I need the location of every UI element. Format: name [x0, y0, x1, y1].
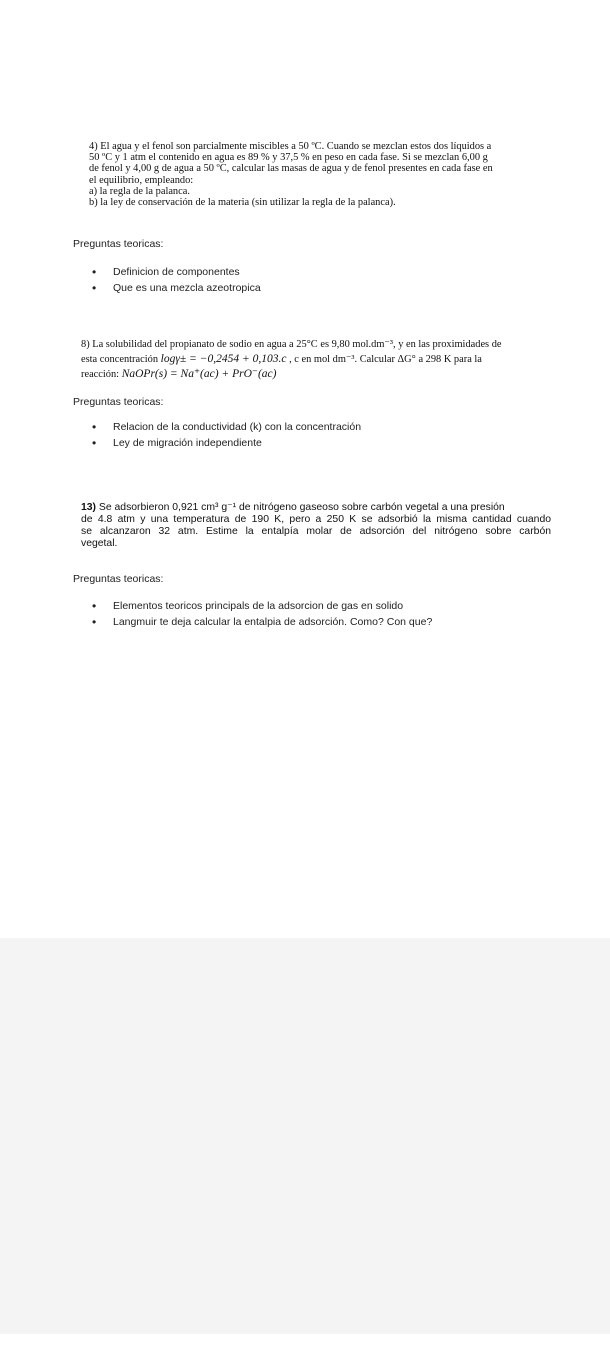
- list-item: • Definicion de componentes: [92, 264, 261, 280]
- theory-list-2: [92, 419, 361, 451]
- theory-heading-3: Preguntas teoricas:: [73, 573, 164, 585]
- problem-13-text: Se adsorbieron 0,921 cm³ g⁻¹ de nitrógeno gaseoso sobre carbón vegetal a una presión: [98, 502, 505, 513]
- theory-heading-1: Preguntas teoricas:: [73, 238, 164, 250]
- problem-8-text: reacción:: [81, 369, 120, 380]
- theory-list-3: [92, 598, 432, 630]
- problem-4-line: 50 ºC y 1 atm el contenido en agua es 89 % y 37,5 % en peso en cada fase. Si se mezclan 6,00 g: [89, 152, 488, 164]
- problem-13-line: vegetal.: [81, 538, 118, 549]
- problem-8-line: [81, 367, 559, 382]
- problem-13-number: 13): [81, 502, 97, 513]
- problem-4-line: b) la ley de conservación de la materia (sin utilizar la regla de la palanca).: [89, 197, 396, 209]
- problem-4-line: de fenol y 4,00 g de agua a 50 ºC, calcular las masas de agua y de fenol presentes en cada fase en: [89, 163, 493, 175]
- list-item: • Que es una mezcla azeotropica: [92, 280, 261, 296]
- theory-list-1: [92, 264, 261, 296]
- problem-4-line: 4) El agua y el fenol son parcialmente miscibles a 50 ºC. Cuando se mezclan estos dos líquidos a: [89, 141, 492, 152]
- problem-8: [81, 337, 559, 382]
- problem-8-text: , c en mol dm⁻³. Calcular ΔG° a 298 K para la: [289, 354, 482, 365]
- empty-viewer-area: [0, 938, 610, 1334]
- problem-8-line: [81, 352, 559, 367]
- list-item: • Elementos teoricos principals de la adsorcion de gas en solido: [92, 598, 432, 614]
- problem-13-line: se alcanzaron 32 atm. Estime la entalpía molar de adsorción del nitrógeno sobre carbón: [81, 526, 551, 537]
- bottom-strip: [0, 1334, 610, 1356]
- list-item: • Relacion de la conductividad (k) con la concentración: [92, 419, 361, 435]
- problem-13-line: [81, 502, 551, 514]
- reaction-equation: NaOPr(s) = Na⁺(ac) + PrO⁻(ac): [121, 368, 277, 380]
- list-item: • Ley de migración independiente: [92, 435, 361, 451]
- problem-4-line: el equilibrio, empleando:: [89, 174, 194, 186]
- problem-8-line: 8) La solubilidad del propianato de sodio en agua a 25°C es 9,80 mol.dm⁻³, y en las proximidades de: [81, 339, 502, 350]
- activity-equation: logγ± = −0,2454 + 0,103.c: [160, 353, 287, 365]
- problem-4: [89, 141, 549, 208]
- problem-4-line: a) la regla de la palanca.: [89, 185, 190, 197]
- problem-13-line: de 4.8 atm y una temperatura de 190 K, pero a 250 K se adsorbió la misma cantidad cuando: [81, 514, 551, 525]
- problem-8-text: esta concentración: [81, 354, 159, 365]
- problem-13: [81, 502, 551, 550]
- list-item: • Langmuir te deja calcular la entalpia de adsorción. Como? Con que?: [92, 614, 432, 630]
- theory-heading-2: Preguntas teoricas:: [73, 396, 164, 408]
